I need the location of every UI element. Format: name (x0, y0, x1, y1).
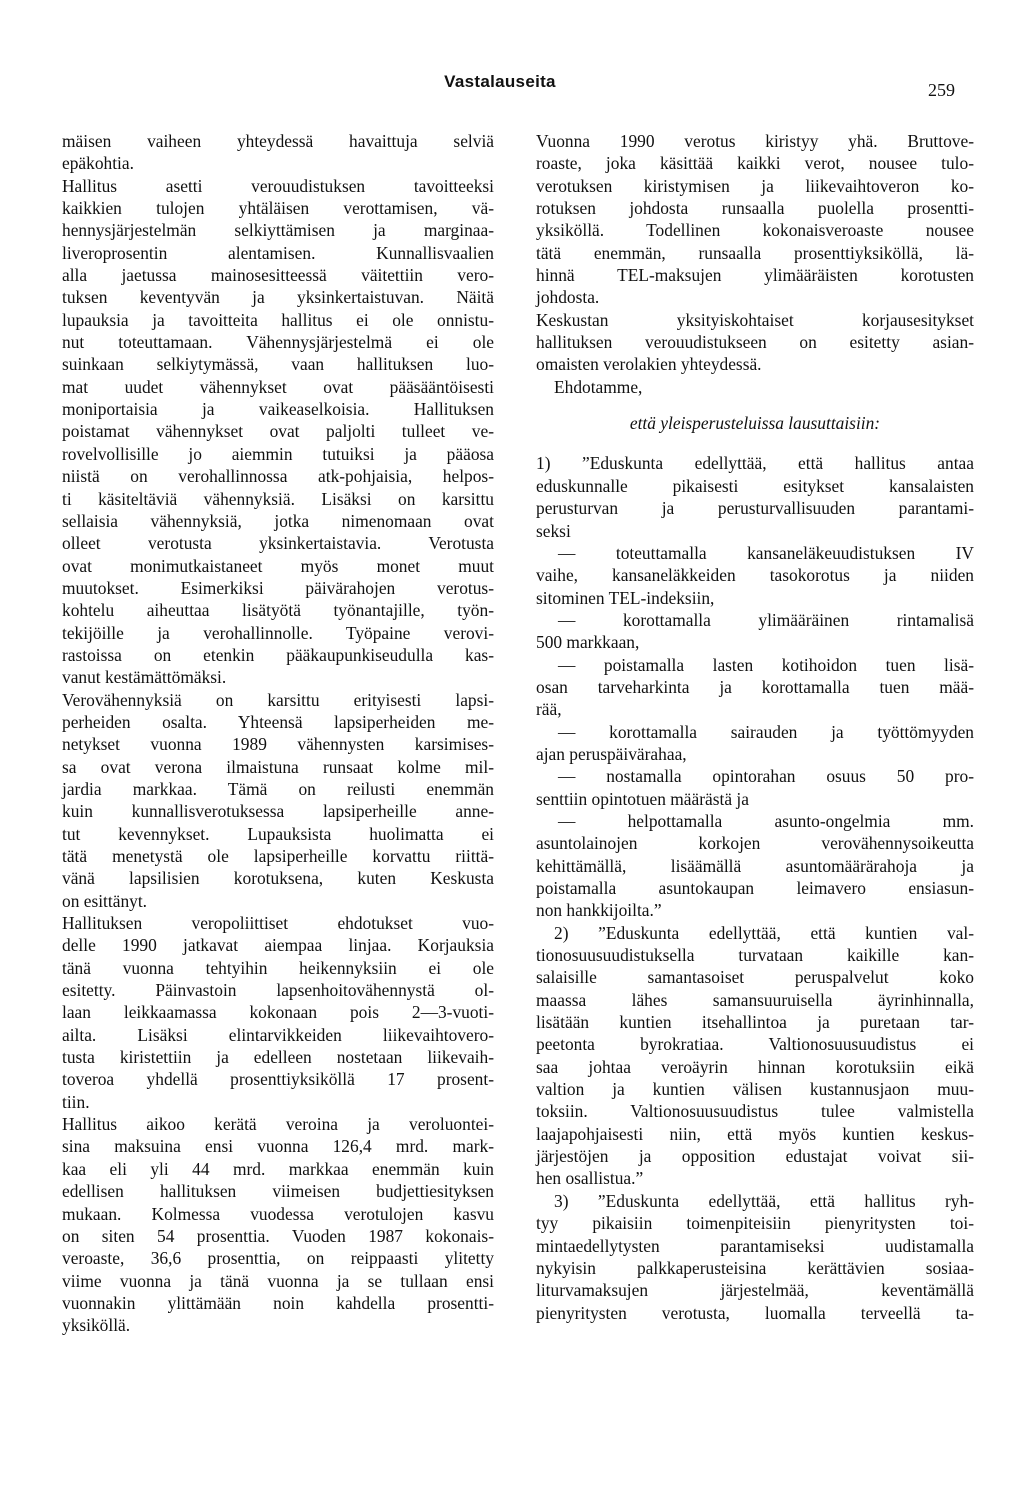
right-text-line: pienyritysten verotusta, luomalla terveellä ta- (536, 1302, 974, 1323)
right-text-line: saa johtaa veroäyrin hinnan korotuksiin eikä (536, 1056, 974, 1077)
left-text-line: tusta kiristettiin ja edelleen nostetaan liikevaih- (62, 1047, 494, 1068)
left-text-line: kuin kunnallisverotuksessa lapsiperheille anne- (62, 801, 494, 822)
right-text-line: non hankkijoilta.” (536, 900, 662, 921)
right-text-line: liturvamaksujen järjestelmää, keventämällä (536, 1280, 974, 1301)
right-text-line: eduskunnalle pikaisesti esitykset kansalaisten (536, 475, 974, 496)
right-text-line: tyy pikaisiin toimenpiteisiin pienyritysten toi- (536, 1213, 974, 1234)
left-text-line: lupauksia ja tavoitteita hallitus ei ole onnistu- (62, 309, 494, 330)
right-text-line: peetonta byrokratiaa. Valtionosuusuudistus ei (536, 1034, 974, 1055)
left-text-line: Hallituksen veropoliittiset ehdotukset vuo- (62, 913, 494, 934)
left-text-line: delle 1990 jatkavat aiempaa linjaa. Korjauksia (62, 935, 494, 956)
left-text-line: poistamat vähennykset ovat paljolti tulleet ve- (62, 421, 494, 442)
left-text-line: yksiköllä. (62, 1315, 131, 1336)
right-text-line: osan tarveharkinta ja korottamalla tuen mää- (536, 676, 974, 697)
left-text-line: alla jaetussa mainosesitteessä väitettiin vero- (62, 265, 494, 286)
right-text-line: nykyisin palkkaperusteisina kerättävien sosiaa- (536, 1257, 974, 1278)
right-text-line: tionosuusuudistuksella turvataan kaikille kan- (536, 945, 974, 966)
left-text-line: hennysjärjestelmän selkiyttämisen ja marginaa- (62, 220, 494, 241)
left-text-line: tänä vuonna tehtyihin heikennyksiin ei ole (62, 957, 494, 978)
left-text-line: mäisen vaiheen yhteydessä havaittuja selviä (62, 131, 494, 151)
right-text-line: hallituksen verouudistukseen on esitetty asian- (536, 332, 974, 353)
right-text-line: — helpottamalla asunto-ongelmia mm. (558, 810, 974, 831)
right-text-line: vaihe, kansaneläkkeiden tasokorotus ja niiden (536, 565, 974, 586)
right-text-line: — poistamalla lasten kotihoidon tuen lisä- (558, 654, 974, 675)
right-text-line: salaisille samantasoiset peruspalvelut koko (536, 967, 974, 988)
right-text-line: että yleisperusteluissa lausuttaisiin: (629, 413, 881, 434)
right-text-line: rää, (536, 699, 562, 720)
right-text-line: laajapohjaisesti niin, että myös kuntien keskus- (536, 1123, 974, 1144)
left-text-line: liveroprosentin alentamisen. Kunnallisvaalien (62, 242, 494, 263)
right-text-line: johdosta. (536, 287, 600, 308)
right-text-line: asuntolainojen korkojen verovähennysoikeutta (536, 833, 974, 854)
left-text-line: moniportaisia ja vaikeaselkoisia. Hallituksen (62, 399, 494, 420)
left-text-line: jardia markkaa. Tämä on reilusti enemmän (62, 778, 494, 799)
left-text-line: toveroa yhdellä prosenttiyksiköllä 17 prosent- (62, 1069, 494, 1090)
left-text-line: tätä menetystä ole lapsiperheille korvattu riittä- (62, 846, 494, 866)
left-text-line: ovat monimutkaistaneet myös monet muut (62, 555, 494, 576)
right-text-line: yksiköllä. Todellinen kokonaisveroaste nousee (536, 220, 974, 241)
right-text-line: — toteuttamalla kansaneläkeuudistuksen IV (558, 542, 974, 563)
running-header-title: Vastalauseita (444, 72, 556, 91)
left-text-line: tiin. (62, 1091, 90, 1112)
left-text-line: olleet verotusta yksinkertaistavia. Verotusta (62, 533, 494, 554)
left-text-line: netykset vuonna 1989 vähennysten karsimises- (62, 734, 494, 755)
right-text-line: lisätään kuntien itsehallintoa ja puretaan tar- (536, 1012, 974, 1033)
right-text-line: mintaedellytysten parantamiseksi uudistamalla (536, 1235, 974, 1256)
left-text-line: niistä on verohallinnossa atk-pohjaisia, helpos- (62, 466, 494, 487)
right-text-line: kehittämällä, lisäämällä asuntomäärärahoja ja (536, 855, 974, 876)
left-text-line: kaikkien tulojen yhtäläisen verottamisen, vä- (62, 198, 494, 219)
left-text-line: vanut kestämättömäksi. (62, 667, 227, 688)
right-text-line: ajan peruspäivärahaa, (536, 743, 687, 764)
right-text-line: valtion ja kuntien välisen kustannusjaon muu- (536, 1079, 974, 1100)
right-text-line: järjestöjen ja opposition edustajat voivat sii- (536, 1146, 974, 1167)
right-text-line: sitominen TEL-indeksiin, (536, 587, 715, 608)
left-text-line: laan leikkaamassa kokonaan pois 2—3-vuoti- (62, 1002, 494, 1023)
left-text-line: Hallitus asetti verouudistuksen tavoitteeksi (62, 175, 494, 196)
right-text-line: toksiin. Valtionosuusuudistus tulee valmistella (536, 1101, 974, 1122)
left-text-line: rastoissa on etenkin pääkaupunkiseudulla kas- (62, 644, 494, 665)
right-text-column (536, 130, 974, 1324)
left-text-line: perheiden osalta. Yhteensä lapsiperheiden me- (62, 711, 494, 732)
right-text-line: senttiin opintotuen määrästä ja (536, 788, 749, 809)
left-text-line: vänä lapsilisien korotuksena, kuten Keskusta (62, 868, 494, 889)
left-text-line: Hallitus aikoo kerätä veroina ja veroluontei- (62, 1114, 494, 1135)
right-text-line: 2) ”Eduskunta edellyttää, että kuntien val- (554, 922, 974, 943)
right-text-line: tätä enemmän, runsaalla prosenttiyksiköllä, lä- (536, 242, 974, 263)
left-text-line: tuksen keventyvän ja yksinkertaistuvan. Näitä (62, 287, 494, 308)
left-text-line: sellaisia vähennyksiä, jotka nimenomaan ovat (62, 510, 494, 531)
left-text-line: nut toteuttamaan. Vähennysjärjestelmä ei ole (62, 332, 494, 353)
left-text-column (62, 130, 494, 1337)
left-text-line: tut kevennykset. Lupauksista huolimatta ei (62, 823, 494, 844)
left-text-line: on esittänyt. (62, 890, 148, 911)
left-text-line: mukaan. Kolmessa vuodessa verotulojen kasvu (62, 1203, 494, 1224)
right-text-line: omaisten verolakien yhteydessä. (536, 354, 762, 375)
left-text-line: ailta. Lisäksi elintarvikkeiden liikevaihtovero- (62, 1024, 494, 1045)
right-text-line: — nostamalla opintorahan osuus 50 pro- (558, 766, 974, 787)
right-text-line: Keskustan yksityiskohtaiset korjausesitykset (536, 309, 974, 330)
left-text-line: epäkohtia. (62, 153, 134, 174)
right-text-line: 500 markkaan, (536, 632, 640, 653)
left-text-line: vuonnakin ylittämään noin kahdella prosentti- (62, 1292, 494, 1313)
right-text-line: verotuksen kiristymisen ja liikevaihtoveron ko- (536, 175, 974, 196)
right-text-line: poistamalla asuntokaupan leimavero ensiasun- (536, 878, 974, 898)
left-text-line: veroaste, 36,6 prosenttia, on reippaasti ylitetty (62, 1248, 494, 1269)
right-text-line: — korottamalla ylimääräinen rintamalisä (558, 609, 974, 630)
left-text-line: sina maksuina ensi vuonna 126,4 mrd. mark- (62, 1136, 494, 1157)
left-text-line: sa ovat verona ilmaistuna runsaat kolme mil- (62, 756, 494, 777)
right-text-line: hinnä TEL-maksujen ylimääräisten korotusten (536, 265, 974, 286)
right-text-line: — korottamalla sairauden ja työttömyyden (558, 721, 974, 742)
left-text-line: kaa eli yli 44 mrd. markkaa enemmän kuin (62, 1158, 494, 1179)
right-text-line: Ehdotamme, (554, 376, 643, 397)
right-text-line: 1) ”Eduskunta edellyttää, että hallitus antaa (536, 453, 974, 474)
right-text-line: hen osallistua.” (536, 1168, 644, 1189)
right-text-line: perusturvan ja perusturvallisuuden parantami- (536, 498, 974, 519)
right-text-line: maassa lähes samansuuruisella äyrinhinnalla, (536, 989, 974, 1010)
right-text-line: seksi (536, 520, 571, 541)
left-text-line: suinkaan selkiytymässä, vaan hallituksen luo- (62, 354, 494, 375)
left-text-line: rovelvollisille jo aiemmin tutuiksi ja pääosa (62, 443, 494, 464)
left-text-line: Verovähennyksiä on karsittu erityisesti lapsi- (62, 689, 494, 710)
right-text-line: roaste, joka käsittää kaikki verot, nousee tulo- (536, 153, 974, 174)
left-text-line: viime vuonna ja tänä vuonna ja se tullaan ensi (62, 1270, 494, 1291)
left-text-line: mat uudet vähennykset ovat pääsääntöisesti (62, 376, 494, 397)
left-text-line: on siten 54 prosenttia. Vuoden 1987 kokonais- (62, 1225, 494, 1246)
left-text-line: kohtelu aiheuttaa lisätyötä työnantajille, työn- (62, 600, 494, 621)
left-text-line: edellisen hallituksen viimeisen budjettiesityksen (62, 1181, 494, 1202)
right-text-line: rotuksen johdosta runsaalla puolella prosentti- (536, 198, 974, 219)
left-text-line: muutokset. Esimerkiksi päivärahojen verotus- (62, 577, 494, 598)
page-number: 259 (928, 80, 955, 100)
left-text-line: esitetty. Päinvastoin lapsenhoitovähennystä ol- (62, 980, 494, 1001)
right-text-line: Vuonna 1990 verotus kiristyy yhä. Bruttove- (536, 131, 974, 151)
left-text-line: tekijöille ja verohallinnolle. Työpaine verovi- (62, 622, 494, 643)
right-text-line: 3) ”Eduskunta edellyttää, että hallitus ryh- (554, 1190, 974, 1211)
left-text-line: ti käsiteltäviä vähennyksiä. Lisäksi on karsittu (62, 488, 494, 509)
